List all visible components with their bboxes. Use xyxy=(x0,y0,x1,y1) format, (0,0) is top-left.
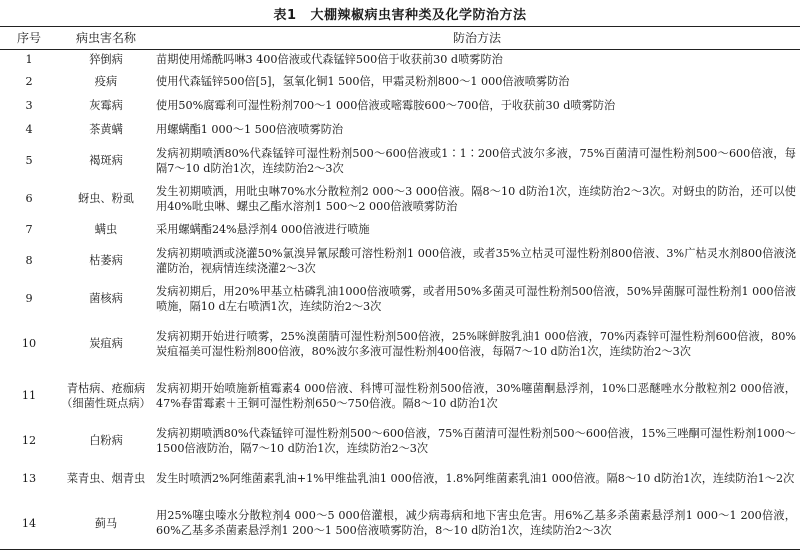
row-method: 发生时喷洒2%阿维菌素乳油+1%甲维盐乳油1 000倍液，1.8%阿维菌素乳油1 000倍液。隔8～10 d防治1次，连续防治1～2次 xyxy=(156,472,795,485)
row-name: 蚜虫、粉虱 xyxy=(78,192,134,205)
row-no: 6 xyxy=(25,192,33,205)
row-no: 4 xyxy=(25,123,33,136)
row-method: 发病初期喷洒或浇灌50%氯溴异氰尿酸可溶性粉剂1 000倍液，或者35%立枯灵可湿性粉剂800倍液、3%广枯灵水剂800倍液浇灌防治，视病情连续浇灌2～3次 xyxy=(156,246,796,275)
row-name: 炭疽病 xyxy=(89,337,123,350)
row-name: 白粉病 xyxy=(89,434,123,447)
row-method: 发病初期后，用20%甲基立枯磷乳油1000倍液喷雾，或者用50%多菌灵可湿性粉剂500倍液，50%异菌脲可湿性粉剂1 000倍液喷施，隔10 d左右喷洒1次，连续防治2～3次 xyxy=(156,284,796,313)
table-row xyxy=(0,370,800,422)
header-no: 序号 xyxy=(16,30,41,45)
row-method: 使用50%腐霉利可湿性粉剂700～1 000倍液或嘧霉胺600～700倍，于收获前30 d喷雾防治 xyxy=(156,99,616,112)
row-no: 8 xyxy=(25,254,33,267)
table-row xyxy=(0,498,800,550)
header-method: 防治方法 xyxy=(452,30,501,45)
row-name: 蓟马 xyxy=(94,516,118,530)
row-no: 9 xyxy=(25,292,33,305)
table-row xyxy=(0,460,800,498)
table-row xyxy=(0,180,800,218)
row-no: 1 xyxy=(25,53,33,67)
row-method: 使用代森锰锌500倍[5]，氢氧化铜1 500倍，甲霜灵粉剂800～1 000倍液喷雾防治 xyxy=(156,75,570,88)
row-name: 菜青虫、烟青虫 xyxy=(66,472,146,485)
table-row xyxy=(0,142,800,180)
table-row xyxy=(0,70,800,94)
row-no: 7 xyxy=(25,223,33,236)
row-method: 苗期使用烯酰吗啉3 400倍液或代森锰锌500倍于收获前30 d喷雾防治 xyxy=(156,53,503,67)
row-method: 发生初期喷洒，用吡虫啉70%水分散粒剂2 000～3 000倍液。隔8～10 d防治1次，连续防治2～3次。对蚜虫的防治，还可以使用40%吡虫啉、螺虫乙酯水溶剂1 500～2 000倍液喷雾防治 xyxy=(156,184,796,213)
row-no: 2 xyxy=(25,75,33,88)
row-name: 茶黄螨 xyxy=(89,123,123,136)
row-no: 14 xyxy=(21,516,37,530)
table-row xyxy=(0,280,800,318)
row-method: 发病初期喷洒80%代森锰锌可湿性粉剂500～600倍液或1∶1∶200倍式波尔多液，75%百菌清可湿性粉剂500～600倍液，每隔7～10 d防治1次，连续防治2～3次 xyxy=(156,146,796,175)
row-method: 采用螺螨酯24%悬浮剂4 000倍液进行喷施 xyxy=(156,223,370,236)
row-name: 疫病 xyxy=(94,75,118,88)
header-row xyxy=(0,27,800,50)
row-name: 枯萎病 xyxy=(89,254,123,267)
header-name: 病虫害名称 xyxy=(75,30,136,45)
pest-control-table xyxy=(0,26,800,550)
table-row xyxy=(0,422,800,460)
row-name: 螨虫 xyxy=(94,223,118,236)
row-name: 猝倒病 xyxy=(89,53,123,67)
row-no: 13 xyxy=(21,472,37,485)
table-row xyxy=(0,94,800,118)
table-row xyxy=(0,218,800,242)
table-number: 表1 xyxy=(273,8,297,23)
row-method: 发病初期开始进行喷雾，25%溴菌腈可湿性粉剂500倍液，25%咪鲜胺乳油1 000倍液，70%丙森锌可湿性粉剂600倍液，80%炭疽福美可湿性粉剂800倍液，80%波尔多液可湿性粉剂400倍液，每隔7～10 d防治1次，连续防治2～3次 xyxy=(156,329,796,358)
row-no: 11 xyxy=(21,389,37,402)
row-no: 3 xyxy=(25,99,33,112)
row-name: 灰霉病 xyxy=(89,99,123,112)
row-name: 青枯病、疮痂病（细菌性斑点病） xyxy=(61,381,151,410)
table-caption xyxy=(0,4,800,23)
table-title: 大棚辣椒病虫害种类及化学防治方法 xyxy=(310,8,527,23)
row-no: 10 xyxy=(21,337,37,350)
table-row xyxy=(0,118,800,142)
table-row xyxy=(0,318,800,370)
row-method: 用25%噻虫嗪水分散粒剂4 000～5 000倍灌根，减少病毒病和地下害虫危害。用6%乙基多杀菌素悬浮剂1 000～1 200倍液，60%乙基多杀菌素悬浮剂1 200～1 500倍液喷雾防治，8～10 d防治1次，连续防治2～3次 xyxy=(156,509,796,538)
row-no: 5 xyxy=(25,154,33,167)
row-no: 12 xyxy=(21,434,37,447)
table-row xyxy=(0,242,800,280)
row-method: 发病初期喷洒80%代森锰锌可湿性粉剂500～600倍液，75%百菌清可湿性粉剂500～600倍液，15%三唑酮可湿性粉剂1000～1500倍液防治，隔7～10 d防治1次，连续防治2～3次 xyxy=(156,426,796,455)
row-name: 菌核病 xyxy=(89,292,123,305)
row-method: 用螺螨酯1 000～1 500倍液喷雾防治 xyxy=(156,123,344,136)
row-method: 发病初期开始喷施新植霉素4 000倍液、科博可湿性粉剂500倍液，30%噻菌酮悬浮剂，10%口恶醚唑水分散粒剂2 000倍液，47%春雷霉素＋王铜可湿性粉剂650～750倍液。隔8～10 d防治1次 xyxy=(156,381,796,410)
table-row xyxy=(0,50,800,70)
row-name: 褐斑病 xyxy=(89,154,123,167)
